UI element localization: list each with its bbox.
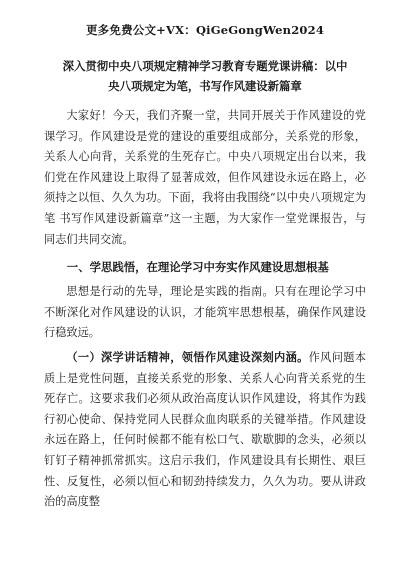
subsection-1-heading: （一）深学讲话精神，领悟作风建设深刻内涵。 <box>66 349 309 364</box>
promo-banner: 更多免费公文+VX：QiGeGongWen2024 <box>85 23 325 37</box>
title-line-1: 深入贯彻中央八项规定精神学习教育专题党课讲稿：以中 <box>62 59 348 73</box>
section-1-heading: 一、学思践悟，在理论学习中夯实作风建设思想根基 <box>66 260 329 275</box>
title-line-2: 央八项规定为笔，书写作风建设新篇章 <box>108 79 302 93</box>
intro-paragraph: 大家好！今天，我们齐聚一堂，共同开展关于作风建设的党课学习。作风建设是党的建设的重要组成部分，关系党的形象，关系人心向背，关系党的生死存亡。中央八项规定出台以来，我们党在作风建设上取得了显著成效，但作风建设永远在路上，必须持之以恒、久久为功。下面，我将由我围绕“以中央八项规定为笔 书写作风建设新篇章”这一主题，为大家作一堂党课报告，与同志们共同交流。 <box>44 109 366 246</box>
section-1-paragraph: 思想是行动的先导，理论是实践的指南。只有在理论学习中不断深化对作风建设的认识，才能筑牢思想根基，确保作风建设行稳致远。 <box>44 285 366 340</box>
document-title <box>44 56 366 96</box>
subsection-1-body: 作风问题本质上是党性问题，直接关系党的形象、关系人心向背关系党的生死存亡。这要求我们必须从政治高度认识作风建设，将其作为践行初心使命、保持党同人民群众血肉联系的关键举措。作风建设永远在路上，任何时候都不能有松口气、歇歇脚的念头，必须以钉钉子精神抓常抓实。这启示我们，作风建设具有长期性、艰巨性、反复性，必须以恒心和韧劲持续发力，久久为功。要从讲政治的高度整 <box>44 350 366 509</box>
subsection-1-paragraph <box>44 347 366 513</box>
